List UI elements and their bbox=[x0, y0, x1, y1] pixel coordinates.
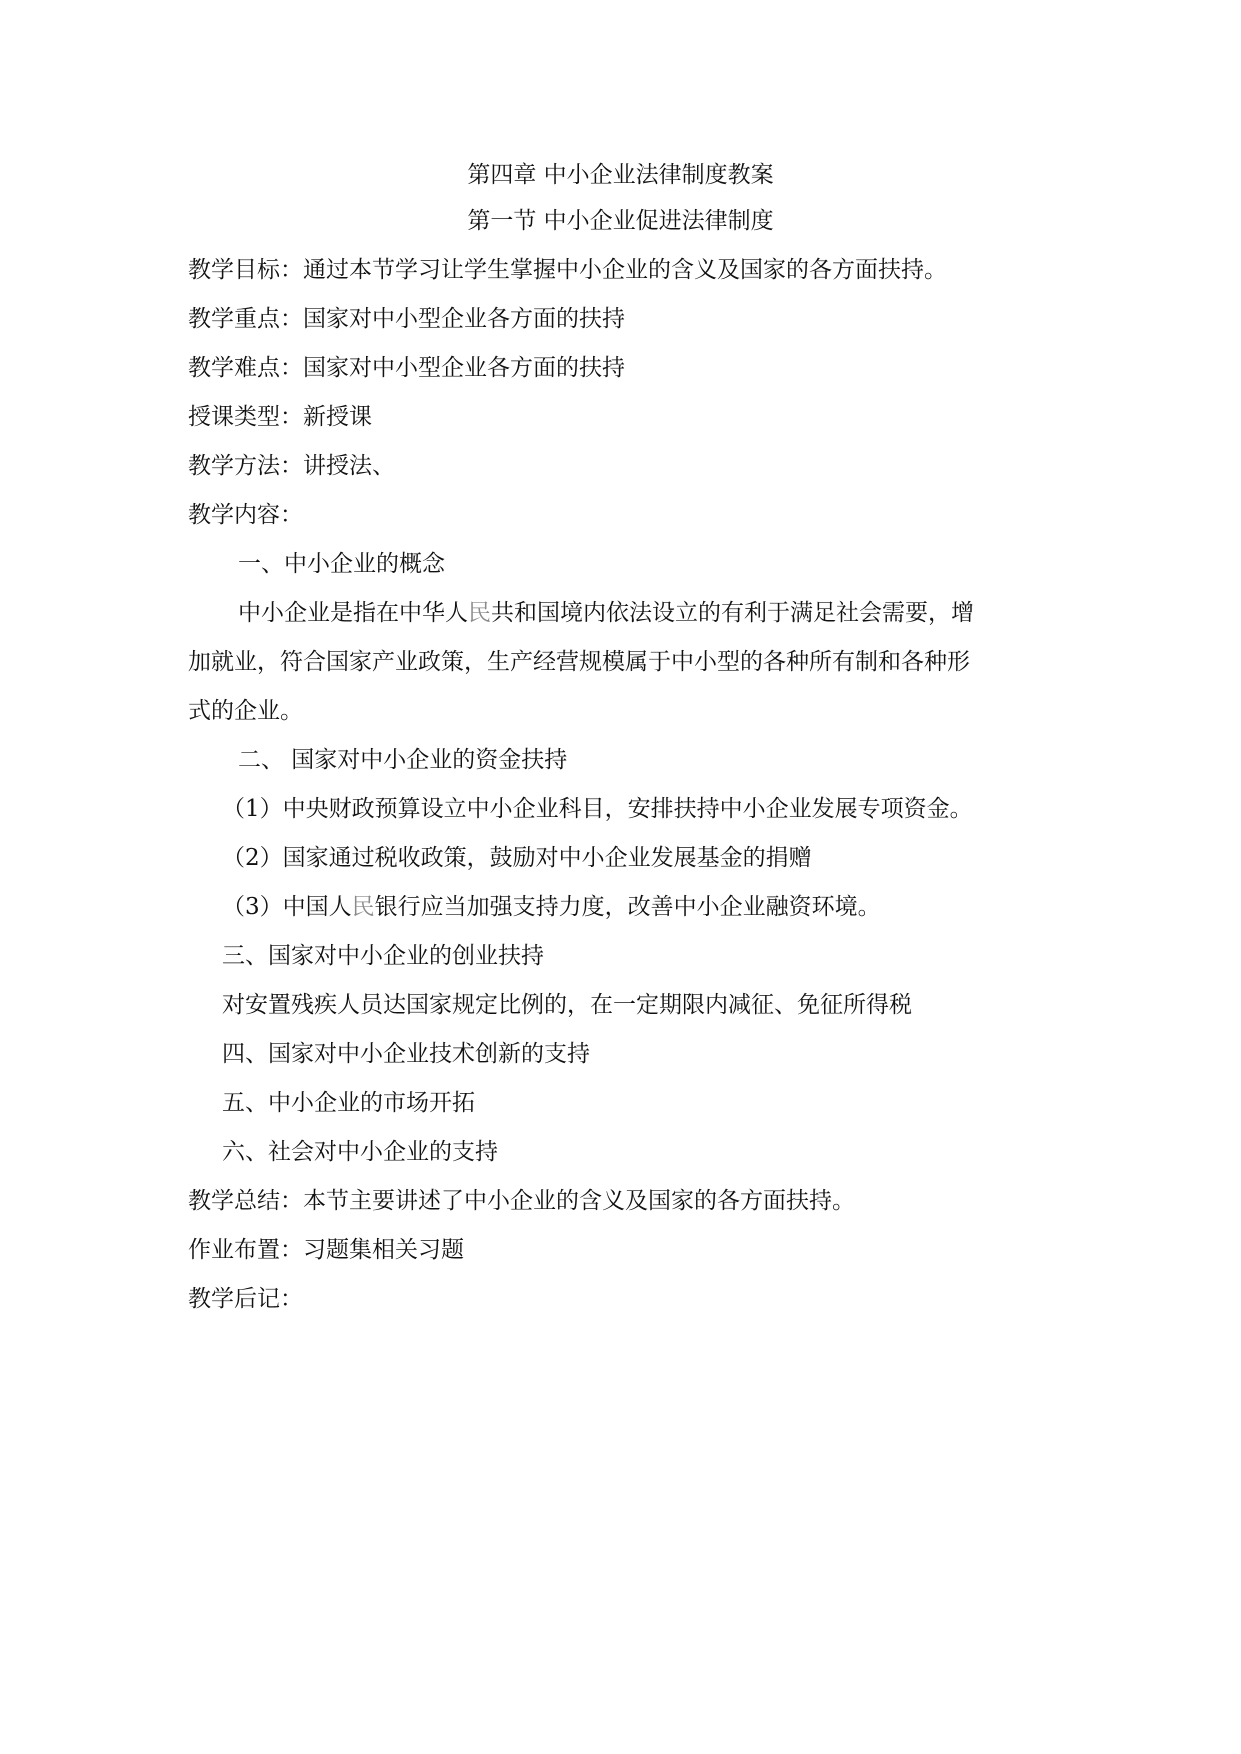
text-run: 共和国境内依法设立的有利于满足社会需要，增 bbox=[491, 600, 974, 626]
text-run: 中小企业是指在中华人 bbox=[238, 600, 468, 626]
teaching-summary: 教学总结：本节主要讲述了中小企业的含义及国家的各方面扶持。 bbox=[188, 1188, 855, 1214]
lesson-type: 授课类型：新授课 bbox=[188, 404, 372, 430]
list-item bbox=[222, 892, 881, 922]
teaching-method: 教学方法：讲授法、 bbox=[188, 453, 395, 479]
paragraph-line: 式的企业。 bbox=[188, 698, 303, 724]
list-item: （2）国家通过税收政策，鼓励对中小企业发展基金的捐赠 bbox=[222, 845, 812, 871]
text-run: 银行应当加强支持力度，改善中小企业融资环境。 bbox=[374, 894, 881, 920]
faded-character: 民 bbox=[351, 894, 375, 920]
heading-market-development: 五、中小企业的市场开拓 bbox=[222, 1090, 475, 1116]
paragraph-line bbox=[238, 598, 974, 628]
heading-social-support: 六、社会对中小企业的支持 bbox=[222, 1139, 498, 1165]
startup-support-text: 对安置残疾人员达国家规定比例的，在一定期限内减征、免征所得税 bbox=[222, 992, 912, 1018]
postscript: 教学后记： bbox=[188, 1286, 303, 1312]
text-run: （3）中国人 bbox=[222, 894, 352, 920]
homework: 作业布置：习题集相关习题 bbox=[188, 1237, 464, 1263]
heading-startup-support: 三、国家对中小企业的创业扶持 bbox=[222, 943, 544, 969]
faded-character: 民 bbox=[468, 600, 491, 626]
heading-funding-support: 二、 国家对中小企业的资金扶持 bbox=[238, 747, 568, 773]
paragraph-line: 加就业，符合国家产业政策，生产经营规模属于中小型的各种所有制和各种形 bbox=[188, 649, 970, 675]
chapter-title: 第四章 中小企业法律制度教案 bbox=[467, 162, 774, 188]
teaching-focus: 教学重点：国家对中小型企业各方面的扶持 bbox=[188, 306, 625, 332]
heading-tech-innovation: 四、国家对中小企业技术创新的支持 bbox=[222, 1041, 590, 1067]
teaching-content-label: 教学内容： bbox=[188, 502, 303, 528]
section-title: 第一节 中小企业促进法律制度 bbox=[467, 208, 774, 234]
teaching-objective: 教学目标：通过本节学习让学生掌握中小企业的含义及国家的各方面扶持。 bbox=[188, 257, 947, 283]
teaching-difficulty: 教学难点：国家对中小型企业各方面的扶持 bbox=[188, 355, 625, 381]
heading-concept: 一、中小企业的概念 bbox=[238, 551, 445, 577]
list-item: （1）中央财政预算设立中小企业科目，安排扶持中小企业发展专项资金。 bbox=[222, 796, 973, 822]
